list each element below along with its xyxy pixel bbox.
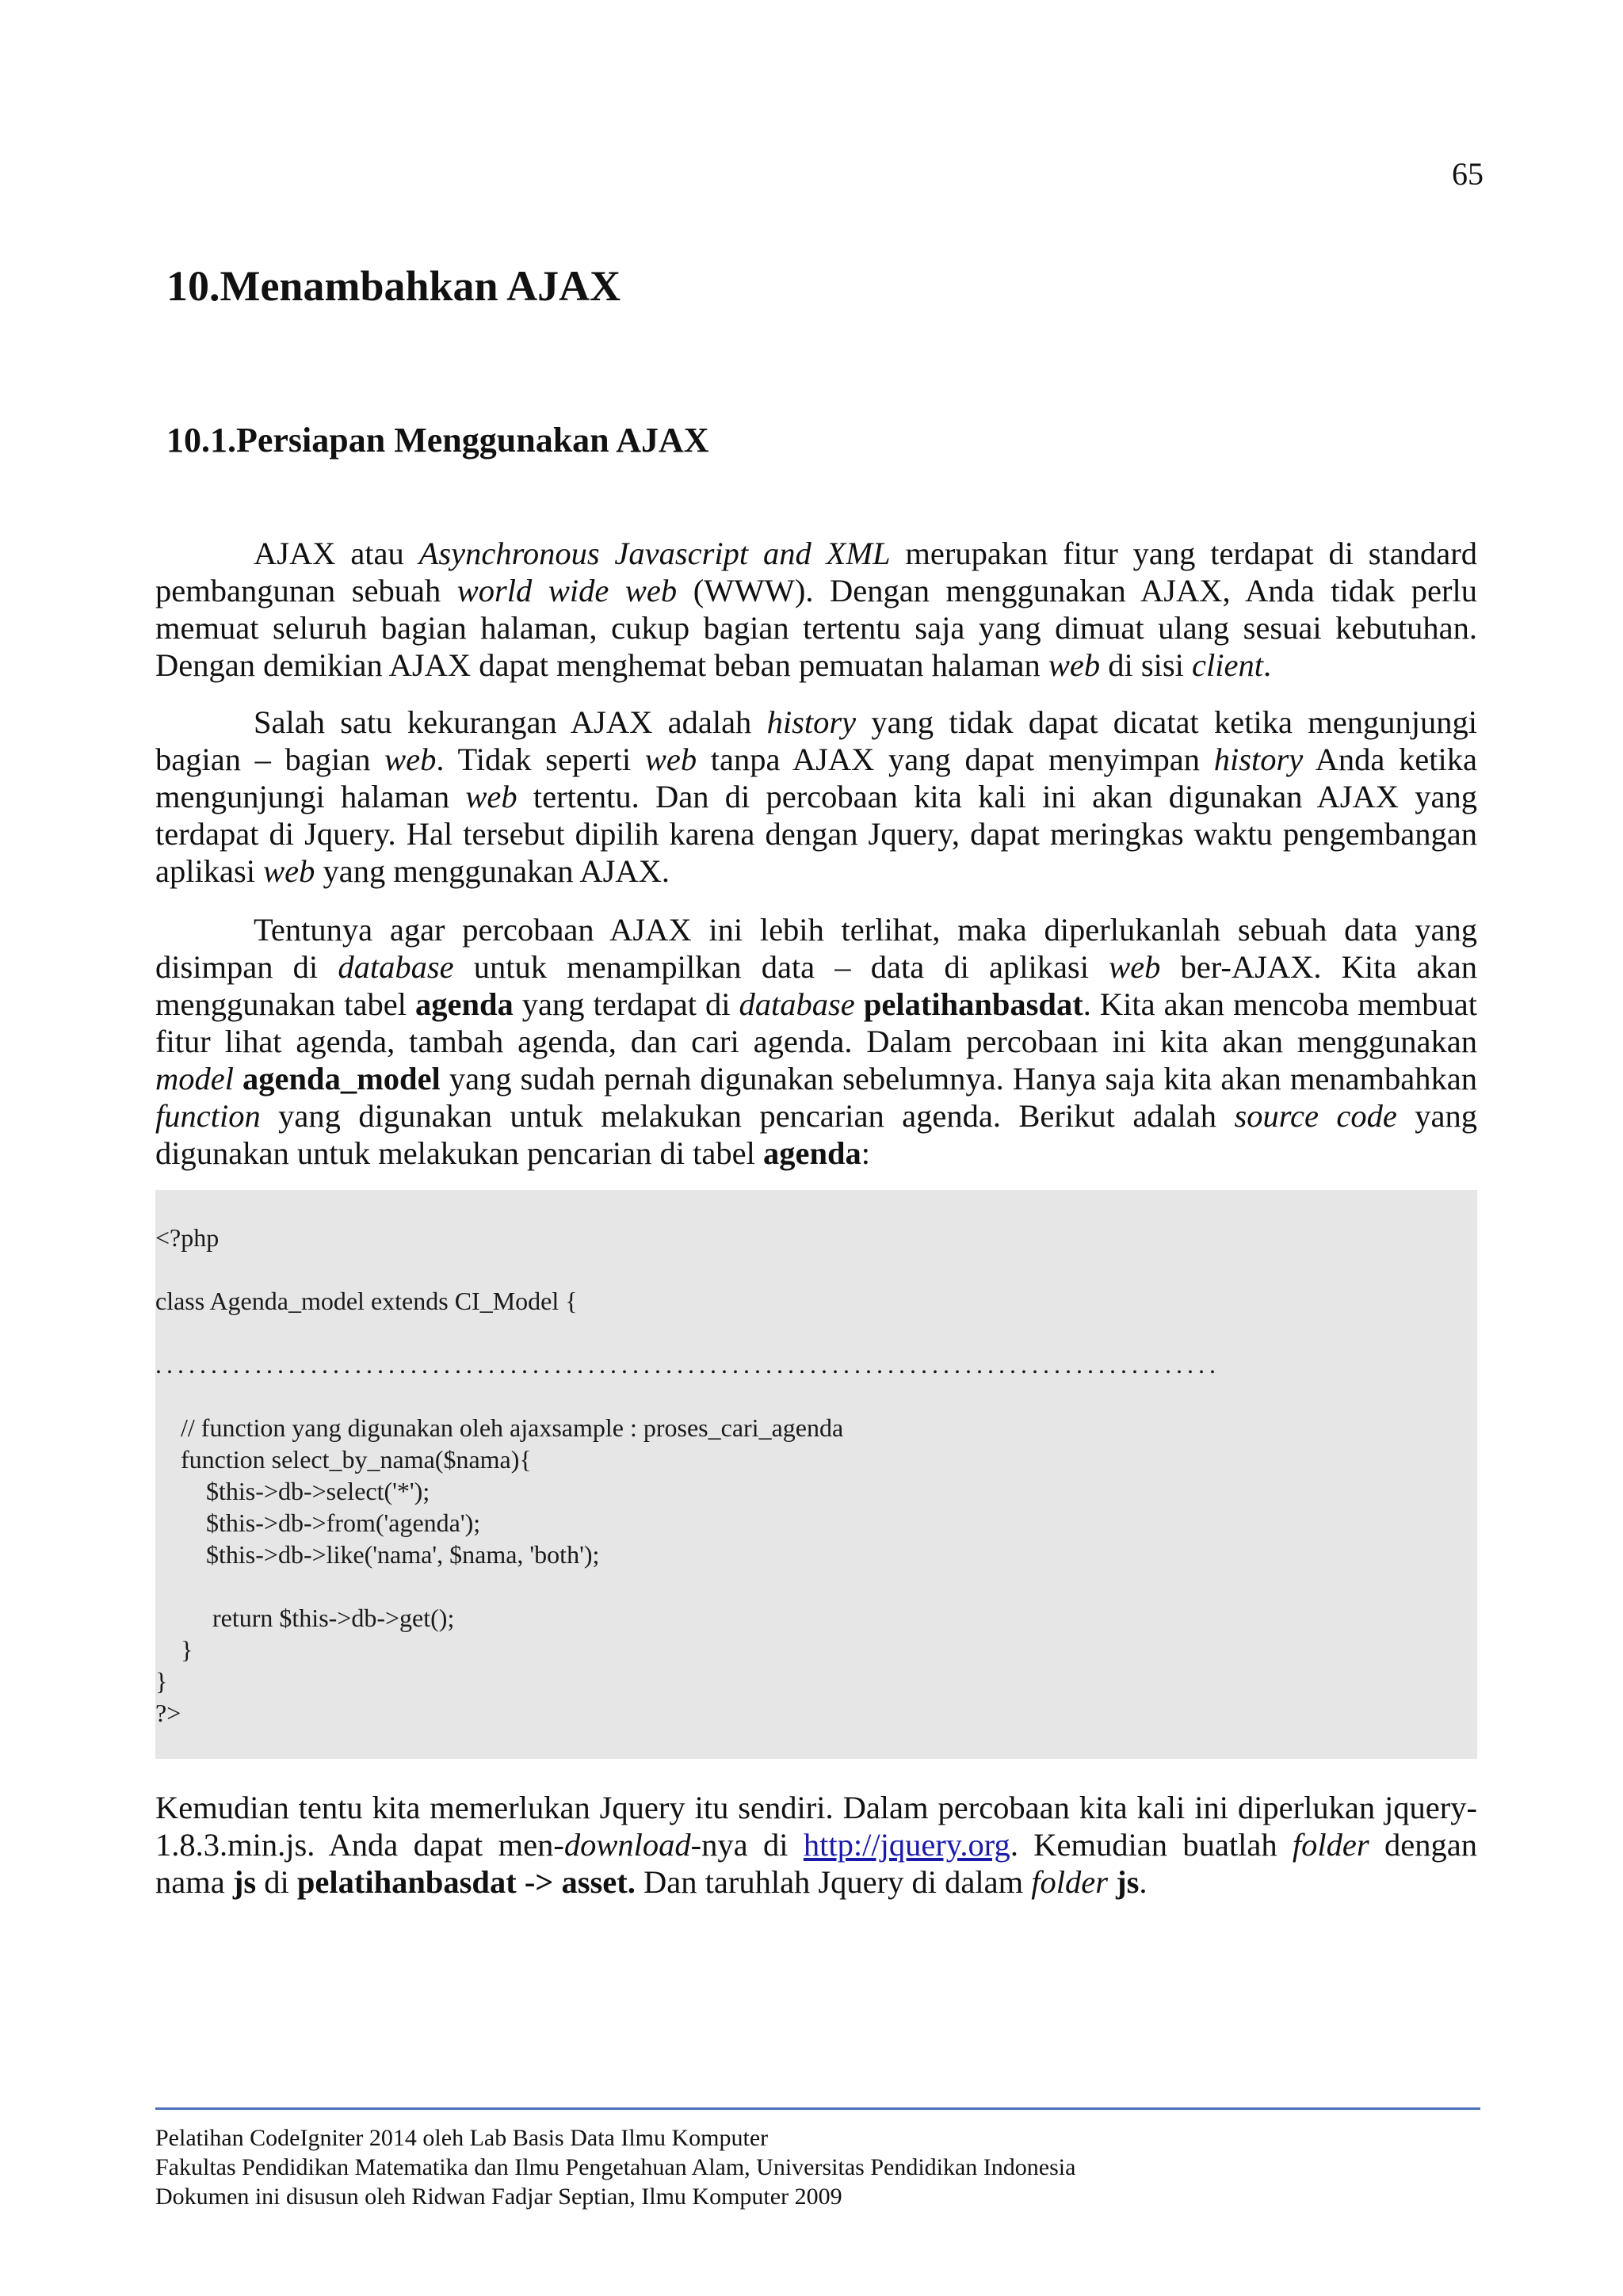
p1-italic-ajax-expansion: Asynchronous Javascript and XML: [418, 536, 891, 571]
code-line: return $this->db->get();: [155, 1604, 455, 1632]
code-line: }: [155, 1635, 193, 1664]
code-line: class Agenda_model extends CI_Model {: [155, 1287, 578, 1315]
p2-italic: history: [766, 704, 857, 740]
p3-text: untuk menampilkan data – data di aplikasi: [453, 949, 1109, 985]
footer: [155, 2123, 1075, 2211]
code-line: // function yang digunakan oleh ajaxsample : proses_cari_agenda: [155, 1413, 844, 1442]
footer-divider: [155, 2107, 1480, 2110]
p3-text: yang digunakan untuk melakukan pencarian di tabel: [155, 1098, 1477, 1171]
p3-text: [234, 1061, 242, 1097]
p3-text: :: [861, 1135, 871, 1171]
paragraph-3: [155, 911, 1477, 1189]
p3-italic: model: [155, 1061, 234, 1097]
p2-text: yang menggunakan AJAX.: [315, 853, 670, 889]
p3-bold: agenda: [414, 986, 514, 1022]
p2-text: Anda ketika mengunjungi halaman: [155, 742, 1477, 814]
p1-text: AJAX atau: [254, 536, 419, 571]
p4-bold: pelatihanbasdat -> asset.: [296, 1864, 636, 1900]
p2-italic: web: [384, 742, 437, 777]
p3-bold: agenda_model: [242, 1061, 441, 1097]
p4-text: di: [256, 1864, 297, 1900]
footer-line-1: Pelatihan CodeIgniter 2014 oleh Lab Basis Data Ilmu Komputer: [155, 2125, 769, 2151]
code-line: [155, 1380, 1477, 1412]
footer-line-2: Fakultas Pendidikan Matematika dan Ilmu Pengetahuan Alam, Universitas Pendidikan Indonesia: [155, 2154, 1076, 2180]
p1-italic-client: client: [1192, 647, 1264, 683]
p2-text: tertentu. Dan di percobaan kita kali ini akan digunakan AJAX yang terdapat di Jquery. Hal tersebut dipilih karena dengan Jquery, dapat meringkas waktu pengembangan aplikasi: [155, 779, 1477, 889]
p3-italic: database: [338, 949, 454, 985]
p3-italic: source code: [1234, 1098, 1397, 1134]
p4-text: . Kemudian buatlah: [1010, 1827, 1293, 1863]
code-line: [155, 1253, 1477, 1285]
paragraph-2: [155, 704, 1477, 907]
p3-text: Tentunya agar percobaan AJAX ini lebih terlihat, maka diperlukanlah sebuah data yang disimpan di: [155, 912, 1477, 985]
code-line: <?php: [155, 1223, 220, 1252]
p2-italic: web: [465, 779, 517, 814]
p1-italic-web: web: [1048, 647, 1101, 683]
p3-text: yang terdapat di: [513, 986, 739, 1022]
p3-italic: database: [739, 986, 855, 1022]
p3-bold: pelatihanbasdat: [863, 986, 1083, 1022]
p3-bold: agenda: [763, 1135, 861, 1171]
p2-italic: history: [1213, 742, 1304, 777]
page-number: 65: [1452, 156, 1484, 192]
code-block: [155, 1190, 1477, 1759]
p1-italic-www: world wide web: [456, 573, 678, 608]
p2-text: Salah satu kekurangan AJAX adalah: [254, 704, 767, 740]
p3-text: . Kita akan mencoba membuat fitur lihat agenda, tambah agenda, dan cari agenda. Dalam percobaan ini kita akan menggunakan: [155, 986, 1478, 1059]
code-line: $this->db->like('nama', $nama, 'both');: [155, 1540, 600, 1569]
code-line-ellipsis: ................................................................................................: [155, 1350, 1220, 1379]
paragraph-4: [155, 1789, 1477, 1918]
paragraph-1: [155, 535, 1477, 701]
p4-italic: folder: [1031, 1864, 1108, 1900]
p3-italic: web: [1109, 949, 1161, 985]
p4-text: [1108, 1864, 1116, 1900]
code-line: [155, 1317, 1477, 1348]
p2-italic: web: [263, 853, 315, 889]
footer-line-3: Dokumen ini disusun oleh Ridwan Fadjar Septian, Ilmu Komputer 2009: [155, 2183, 842, 2210]
code-line: function select_by_nama($nama){: [155, 1445, 532, 1474]
p2-italic: web: [644, 742, 697, 777]
p4-text: Kemudian tentu kita memerlukan Jquery itu sendiri. Dalam percobaan kita kali ini diperlukan jquery-1.8.3.min.js. Anda dapat men-: [155, 1790, 1477, 1863]
p3-italic: function: [155, 1098, 261, 1134]
p1-text: di sisi: [1100, 647, 1193, 683]
p4-italic: folder: [1292, 1827, 1369, 1863]
p2-text: tanpa AJAX yang dapat menyimpan: [697, 742, 1214, 777]
p2-text: yang tidak dapat dicatat ketika mengunjungi bagian – bagian: [155, 704, 1477, 777]
code-line: [155, 1570, 1477, 1602]
p3-text: ber-AJAX. Kita akan menggunakan tabel: [155, 949, 1477, 1022]
p4-text: .: [1139, 1864, 1148, 1900]
p4-bold: js: [232, 1864, 257, 1900]
p4-bold: js: [1116, 1864, 1140, 1900]
p4-text: dengan nama: [155, 1827, 1477, 1900]
p3-text: yang sudah pernah digunakan sebelumnya. Hanya saja kita akan menambahkan: [440, 1061, 1478, 1097]
p4-italic: download: [563, 1827, 691, 1863]
section-title: 10.1.Persiapan Menggunakan AJAX: [166, 421, 709, 460]
p4-text: Dan taruhlah Jquery di dalam: [635, 1864, 1032, 1900]
p1-text: .: [1263, 647, 1272, 683]
jquery-link[interactable]: http://jquery.org: [803, 1827, 1010, 1863]
code-line: $this->db->select('*');: [155, 1477, 430, 1505]
code-line: $this->db->from('agenda');: [155, 1508, 481, 1537]
p1-text: merupakan fitur yang terdapat di standard pembangunan sebuah: [155, 536, 1477, 608]
p1-text: (WWW). Dengan menggunakan AJAX, Anda tidak perlu memuat seluruh bagian halaman, cukup bagian tertentu saja yang dimuat ulang sesuai kebutuhan. Dengan demikian AJAX dapat menghemat beban pemuatan halaman: [155, 573, 1478, 683]
chapter-title: 10.Menambahkan AJAX: [166, 262, 621, 310]
p3-text: yang digunakan untuk melakukan pencarian agenda. Berikut adalah: [260, 1098, 1235, 1134]
p4-text: -nya di: [690, 1827, 804, 1863]
p3-text: [855, 986, 864, 1022]
code-line: ?>: [155, 1699, 181, 1727]
p2-text: . Tidak seperti: [436, 742, 645, 777]
code-line: }: [155, 1667, 168, 1695]
